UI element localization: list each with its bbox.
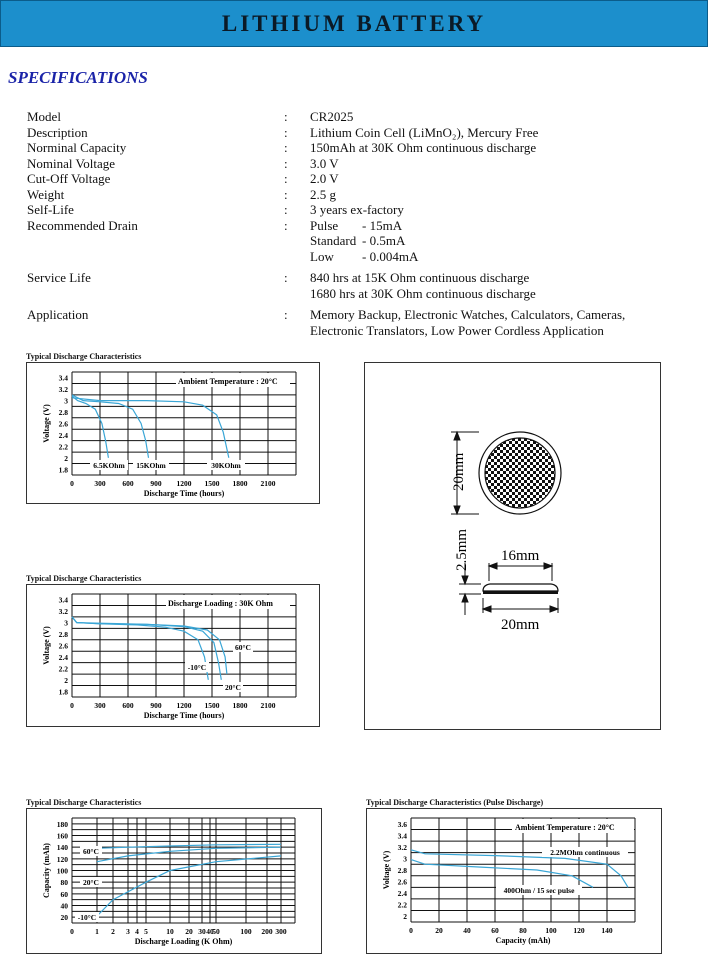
spec-colon: :: [284, 155, 288, 171]
y-axis-label: Voltage (V): [382, 850, 391, 890]
section-heading: SPECIFICATIONS: [8, 68, 148, 87]
spec-colon: :: [284, 124, 288, 140]
x-tick-label: 200: [261, 927, 273, 936]
y-tick-label: 2: [64, 675, 68, 685]
drain-value: - 15mA: [362, 217, 403, 233]
chart-2: [26, 584, 320, 727]
x-tick-label: 300: [94, 479, 106, 488]
spec-values: [310, 109, 687, 125]
spec-label: Nominal Voltage: [27, 155, 115, 171]
spec-values: [310, 156, 687, 172]
x-tick-label: 3: [126, 927, 130, 936]
spec-row: [27, 307, 687, 338]
spec-label: Norminal Capacity: [27, 140, 127, 155]
drain-item: [310, 233, 687, 249]
spec-row: [27, 156, 687, 172]
spec-values: [310, 125, 687, 141]
drain-value: - 0.004mA: [362, 248, 419, 264]
y-tick-label: 3.6: [397, 819, 407, 829]
y-tick-label: 80: [60, 878, 68, 888]
series-label: -10°C: [77, 913, 97, 922]
y-tick-label: 3.2: [58, 607, 68, 617]
chart-4-title: Typical Discharge Characteristics (Pulse Discharge): [366, 798, 544, 807]
y-tick-label: 3.2: [58, 385, 68, 395]
y-tick-label: 2.4: [397, 889, 407, 899]
x-tick-label: 20: [185, 927, 193, 936]
chart-3-title: Typical Discharge Characteristics: [26, 798, 142, 807]
series-label: 60°C: [235, 643, 251, 652]
y-tick-label: 2.6: [58, 419, 68, 429]
bottom-width-dimension: [483, 598, 558, 613]
drain-item: [310, 218, 687, 234]
spec-label: Application: [27, 307, 89, 322]
x-axis-label: Discharge Time (hours): [143, 489, 225, 498]
drain-name: Pulse: [310, 217, 339, 233]
x-tick-label: 1800: [232, 479, 248, 488]
spec-row: [27, 187, 687, 203]
spec-colon: :: [284, 217, 288, 233]
spec-values: [310, 202, 687, 218]
spec-label: Service Life: [27, 270, 91, 285]
spec-colon: :: [284, 109, 288, 124]
drain-item: [310, 249, 687, 265]
x-tick-label: 1200: [176, 479, 192, 488]
spec-table: [27, 109, 687, 338]
battery-dimension-diagram: [364, 362, 661, 730]
spec-row: [27, 270, 687, 301]
spec-row: [27, 202, 687, 218]
y-tick-label: 160: [56, 831, 68, 841]
battery-drawing: [365, 363, 660, 729]
series-label: 20°C: [225, 683, 241, 692]
y-tick-label: 2.8: [397, 866, 407, 875]
series-label: 15KOhm: [136, 461, 166, 470]
x-tick-label: 300: [94, 701, 106, 710]
spec-value: 1680 hrs at 30K Ohm continuous discharge: [310, 285, 536, 301]
y-tick-label: 180: [56, 819, 68, 829]
x-tick-label: 120: [573, 926, 585, 935]
series-label: 60°C: [83, 847, 99, 856]
chart-1-title: Typical Discharge Characteristics: [26, 352, 142, 361]
chart-1: [26, 362, 320, 504]
y-tick-label: 2.2: [58, 664, 68, 674]
spec-values: [310, 307, 687, 338]
spec-value: 2.5 g: [310, 186, 336, 202]
y-tick-label: 2.6: [397, 877, 407, 887]
y-tick-label: 60: [60, 889, 68, 899]
x-axis-label: Discharge Time (hours): [143, 711, 225, 720]
spec-label: Weight: [27, 186, 65, 202]
chart-svg: [27, 585, 319, 726]
x-tick-label: 50: [212, 927, 220, 936]
drain-name: Low: [310, 248, 334, 264]
inner-width-dimension: [489, 563, 552, 581]
x-tick-label: 900: [150, 479, 162, 488]
x-tick-label: 1500: [204, 479, 220, 488]
inner-width-label: 16mm: [501, 548, 540, 564]
x-tick-label: 0: [70, 701, 74, 710]
x-tick-label: 30: [198, 927, 206, 936]
x-tick-label: 2100: [260, 701, 276, 710]
y-tick-label: 120: [56, 854, 68, 864]
series-label: 2.2MOhm continuous: [550, 848, 620, 857]
chart-svg: [367, 809, 661, 953]
x-tick-label: 60: [491, 926, 499, 935]
spec-colon: :: [284, 186, 288, 202]
spec-row: [27, 171, 687, 187]
y-tick-label: 2.4: [58, 430, 68, 440]
y-tick-label: 3.4: [397, 831, 407, 841]
spec-values: [310, 140, 687, 156]
chart-annotation: Ambient Temperature : 20°C: [515, 823, 615, 832]
x-tick-label: 1500: [204, 701, 220, 710]
x-tick-label: 10: [166, 927, 174, 936]
y-tick-label: 40: [60, 901, 68, 911]
spec-values: [310, 187, 687, 203]
series-line: [72, 395, 149, 458]
y-tick-label: 1.8: [58, 687, 68, 697]
series-label: 6.5KOhm: [93, 461, 125, 470]
spec-colon: :: [284, 202, 288, 217]
spec-colon: :: [284, 270, 288, 285]
y-tick-label: 2.2: [397, 900, 407, 910]
spec-label: Self-Life: [27, 202, 74, 217]
y-axis-label: Voltage (V): [42, 404, 51, 443]
y-tick-label: 3.2: [397, 842, 407, 852]
y-tick-label: 3: [403, 854, 407, 864]
x-tick-label: 5: [144, 927, 148, 936]
spec-values: [310, 171, 687, 187]
chart-svg: [27, 809, 321, 953]
spec-colon: :: [284, 171, 288, 186]
x-tick-label: 140: [601, 926, 613, 935]
x-tick-label: 100: [545, 926, 557, 935]
y-tick-label: 2.4: [58, 652, 68, 662]
spec-value: CR2025: [310, 109, 354, 124]
x-tick-label: 0: [70, 927, 74, 936]
y-tick-label: 2: [64, 453, 68, 463]
chart-3: [26, 808, 322, 954]
spec-value: 840 hrs at 15K Ohm continuous discharge: [310, 270, 530, 285]
x-tick-label: 40: [206, 927, 214, 936]
y-tick-label: 140: [56, 843, 68, 853]
spec-value: 3.0 V: [310, 155, 339, 171]
chart-4: [366, 808, 662, 954]
spec-colon: :: [284, 307, 288, 322]
spec-value: Memory Backup, Electronic Watches, Calculators, Cameras,: [310, 307, 626, 322]
x-tick-label: 1: [95, 927, 99, 936]
spec-row: [27, 140, 687, 156]
x-tick-label: 300: [275, 927, 287, 936]
x-tick-label: 40: [463, 926, 471, 935]
y-tick-label: 2.8: [58, 408, 68, 418]
spec-label: Model: [27, 109, 61, 124]
spec-label: Description: [27, 124, 88, 140]
y-axis-label: Capacity (mAh): [42, 843, 51, 898]
y-tick-label: 100: [56, 866, 68, 876]
spec-value: 2.0 V: [310, 171, 339, 186]
spec-colon: :: [284, 140, 288, 155]
y-tick-label: 2.2: [58, 442, 68, 452]
y-tick-label: 1.8: [58, 465, 68, 475]
y-tick-label: 3.4: [58, 373, 68, 383]
spec-value: Lithium Coin Cell (LiMnO₂), Mercury Free: [310, 124, 539, 140]
battery-side-view: [483, 584, 558, 594]
drain-name: Standard: [310, 233, 357, 248]
spec-value: 3 years ex-factory: [310, 202, 404, 217]
battery-top-view: [479, 432, 561, 514]
x-tick-label: 0: [70, 479, 74, 488]
series-label: -10°C: [187, 663, 207, 672]
y-tick-label: 2.6: [58, 641, 68, 651]
y-tick-label: 2.8: [58, 630, 68, 640]
x-tick-label: 4: [135, 927, 139, 936]
spec-row: [27, 218, 687, 265]
x-tick-label: 100: [240, 927, 252, 936]
spec-row: [27, 125, 687, 141]
spec-values: [310, 218, 687, 265]
drain-value: - 0.5mA: [362, 233, 406, 248]
series-label: 400Ohm / 15 sec pulse: [503, 886, 575, 895]
diameter-label: 20mm: [451, 452, 467, 491]
x-tick-label: 2100: [260, 479, 276, 488]
x-tick-label: 600: [122, 479, 134, 488]
series-label: 30KOhm: [211, 461, 241, 470]
x-tick-label: 2: [111, 927, 115, 936]
y-tick-label: 3: [64, 618, 68, 628]
x-tick-label: 20: [435, 926, 443, 935]
bottom-width-label: 20mm: [501, 617, 540, 633]
spec-row: [27, 109, 687, 125]
y-tick-label: 2: [403, 912, 407, 922]
x-tick-label: 80: [519, 926, 527, 935]
x-tick-label: 1200: [176, 701, 192, 710]
spec-values: [310, 270, 687, 301]
x-axis-label: Discharge Loading (K Ohm): [134, 937, 233, 946]
x-axis-label: Capacity (mAh): [495, 936, 551, 945]
x-tick-label: 600: [122, 701, 134, 710]
thickness-label: 2.5mm: [454, 528, 470, 571]
chart-svg: [27, 363, 319, 503]
x-tick-label: 1800: [232, 701, 248, 710]
chart-2-title: Typical Discharge Characteristics: [26, 574, 142, 583]
page-title: LITHIUM BATTERY: [221, 10, 487, 36]
spec-label: Cut-Off Voltage: [27, 171, 111, 186]
x-tick-label: 0: [409, 926, 413, 935]
page-header: [0, 0, 708, 47]
y-tick-label: 20: [60, 913, 68, 923]
x-tick-label: 900: [150, 701, 162, 710]
spec-value: 150mAh at 30K Ohm continuous discharge: [310, 140, 537, 155]
chart-annotation: Discharge Loading : 30K Ohm: [168, 599, 273, 608]
spec-label: Recommended Drain: [27, 217, 138, 233]
y-axis-label: Voltage (V): [42, 626, 51, 665]
spec-value: Electronic Translators, Low Power Cordless Application: [310, 322, 604, 338]
series-line: [72, 396, 108, 458]
series-label: 20°C: [83, 878, 99, 887]
chart-annotation: Ambient Temperature : 20°C: [178, 377, 278, 386]
y-tick-label: 3: [64, 396, 68, 406]
y-tick-label: 3.4: [58, 595, 68, 605]
